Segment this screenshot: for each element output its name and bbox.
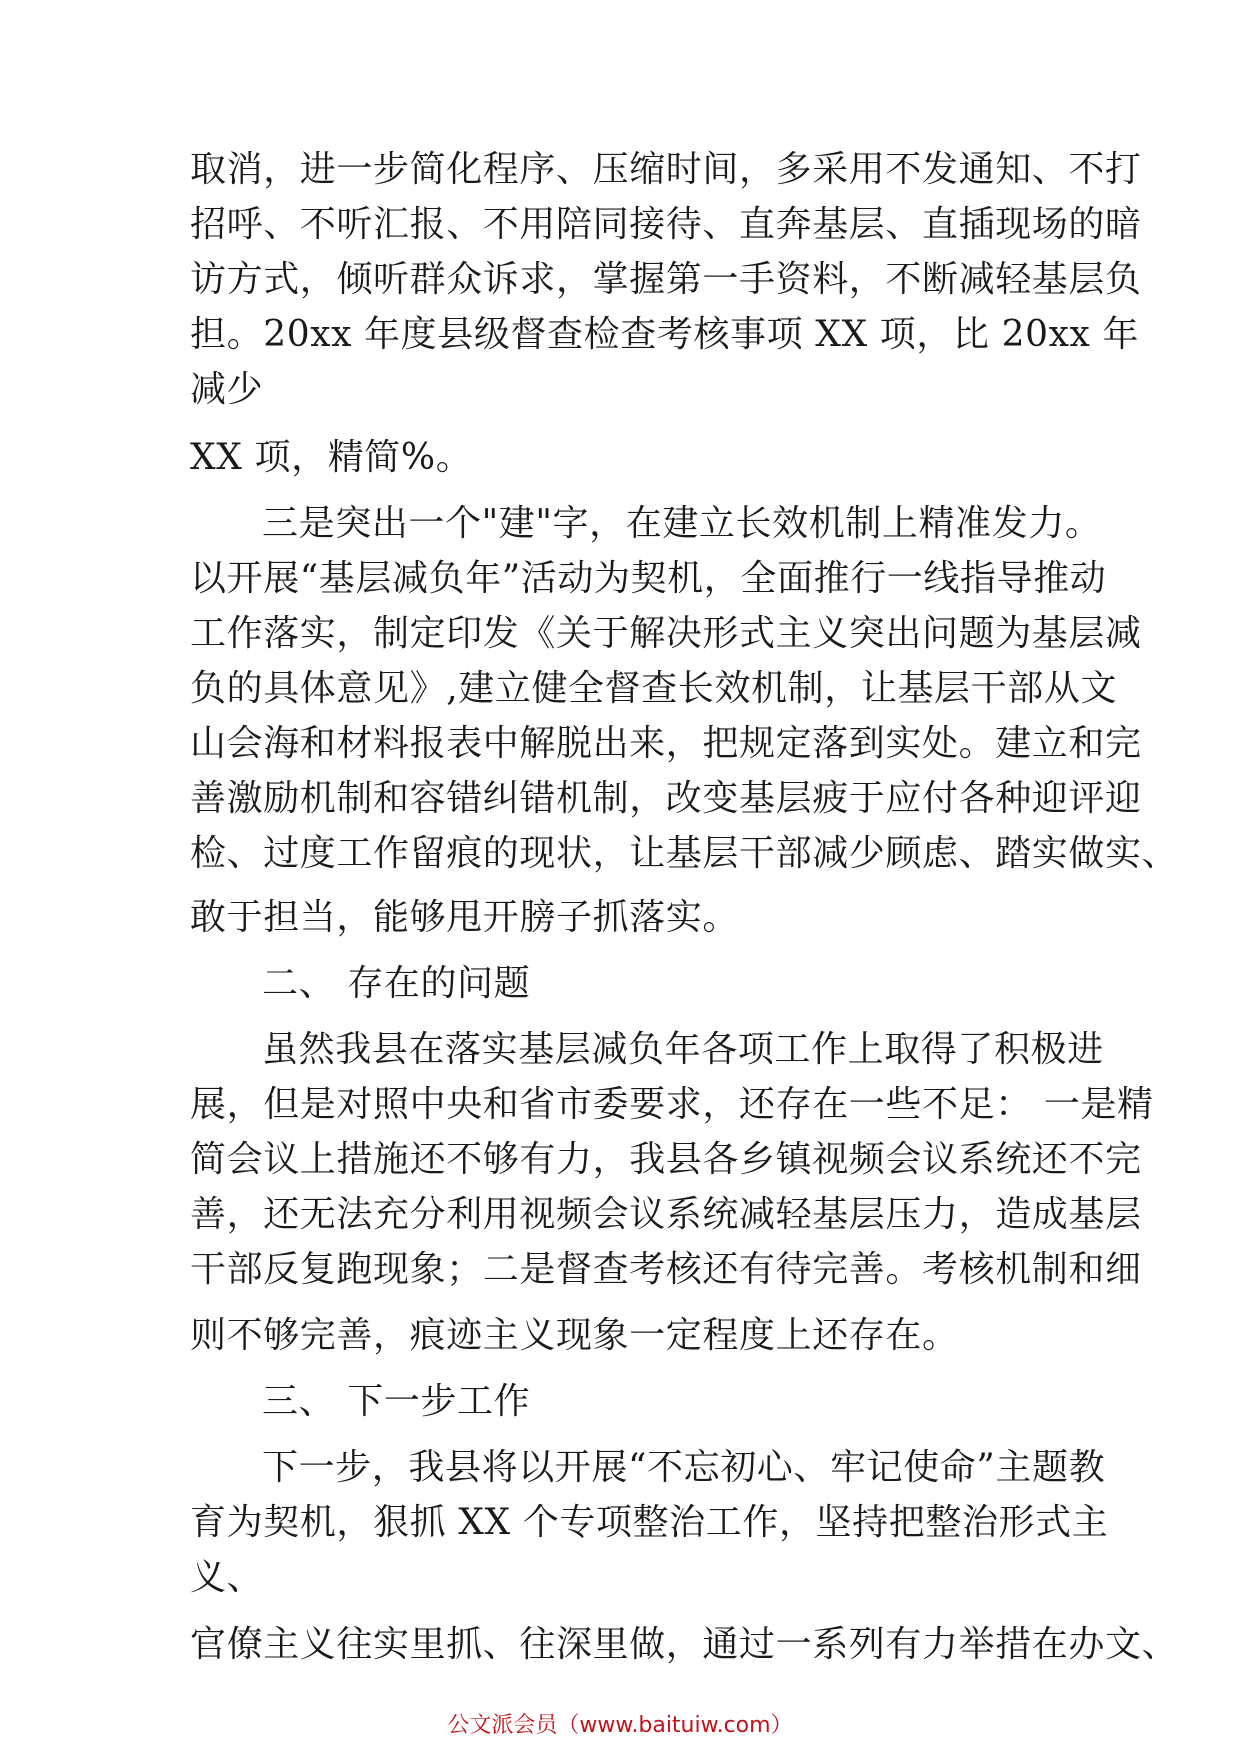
body-line: 义、 — [190, 1557, 264, 1598]
paragraph-start: 三是突出一个"建"字，在建立长效机制上精准发力。 — [262, 503, 1102, 544]
body-line: 育为契机，狠抓 XX 个专项整治工作，坚持把整治形式主 — [190, 1502, 1109, 1543]
section-heading: 二、 存在的问题 — [262, 963, 531, 1004]
body-line: 招呼、不听汇报、不用陪同接待、直奔基层、直插现场的暗 — [190, 204, 1142, 245]
body-line: 工作落实，制定印发《关于解决形式主义突出问题为基层减 — [190, 613, 1142, 654]
body-line: 以开展“基层减负年”活动为契机，全面推行一线指导推动 — [190, 558, 1107, 599]
body-line: 干部反复跑现象；二是督查考核还有待完善。考核机制和细 — [190, 1249, 1142, 1290]
body-line: 负的具体意见》,建立健全督查长效机制，让基层干部从文 — [190, 668, 1118, 709]
footer-watermark: 公文派会员（www.baituiw.com） — [447, 1713, 793, 1738]
body-line: 访方式，倾听群众诉求，掌握第一手资料，不断减轻基层负 — [190, 259, 1142, 300]
paragraph-start: 下一步，我县将以开展“不忘初心、牢记使命”主题教 — [262, 1447, 1106, 1488]
body-line: 官僚主义往实里抓、往深里做，通过一系列有力举措在办文、 — [190, 1624, 1179, 1665]
body-line: 检、过度工作留痕的现状，让基层干部减少顾虑、踏实做实、 — [190, 833, 1179, 874]
body-line: 敢于担当，能够甩开膀子抓落实。 — [190, 897, 740, 938]
body-line: XX 项，精简%。 — [190, 437, 473, 478]
body-line: 则不够完善，痕迹主义现象一定程度上还存在。 — [190, 1315, 959, 1356]
body-line: 山会海和材料报表中解脱出来，把规定落到实处。建立和完 — [190, 723, 1142, 764]
section-heading: 三、 下一步工作 — [262, 1381, 531, 1422]
body-line: 减少 — [190, 369, 264, 410]
body-line: 善激励机制和容错纠错机制，改变基层疲于应付各种迎评迎 — [190, 778, 1142, 819]
paragraph-start: 虽然我县在落实基层减负年各项工作上取得了积极进 — [262, 1029, 1104, 1070]
body-line: 展，但是对照中央和省市委要求，还存在一些不足： 一是精 — [190, 1084, 1154, 1125]
body-line: 善，还无法充分利用视频会议系统减轻基层压力，造成基层 — [190, 1194, 1142, 1235]
body-line: 担。20xx 年度县级督查检查考核事项 XX 项，比 20xx 年 — [190, 314, 1140, 355]
body-line: 取消，进一步简化程序、压缩时间，多采用不发通知、不打 — [190, 149, 1142, 190]
body-line: 简会议上措施还不够有力，我县各乡镇视频会议系统还不完 — [190, 1139, 1142, 1180]
